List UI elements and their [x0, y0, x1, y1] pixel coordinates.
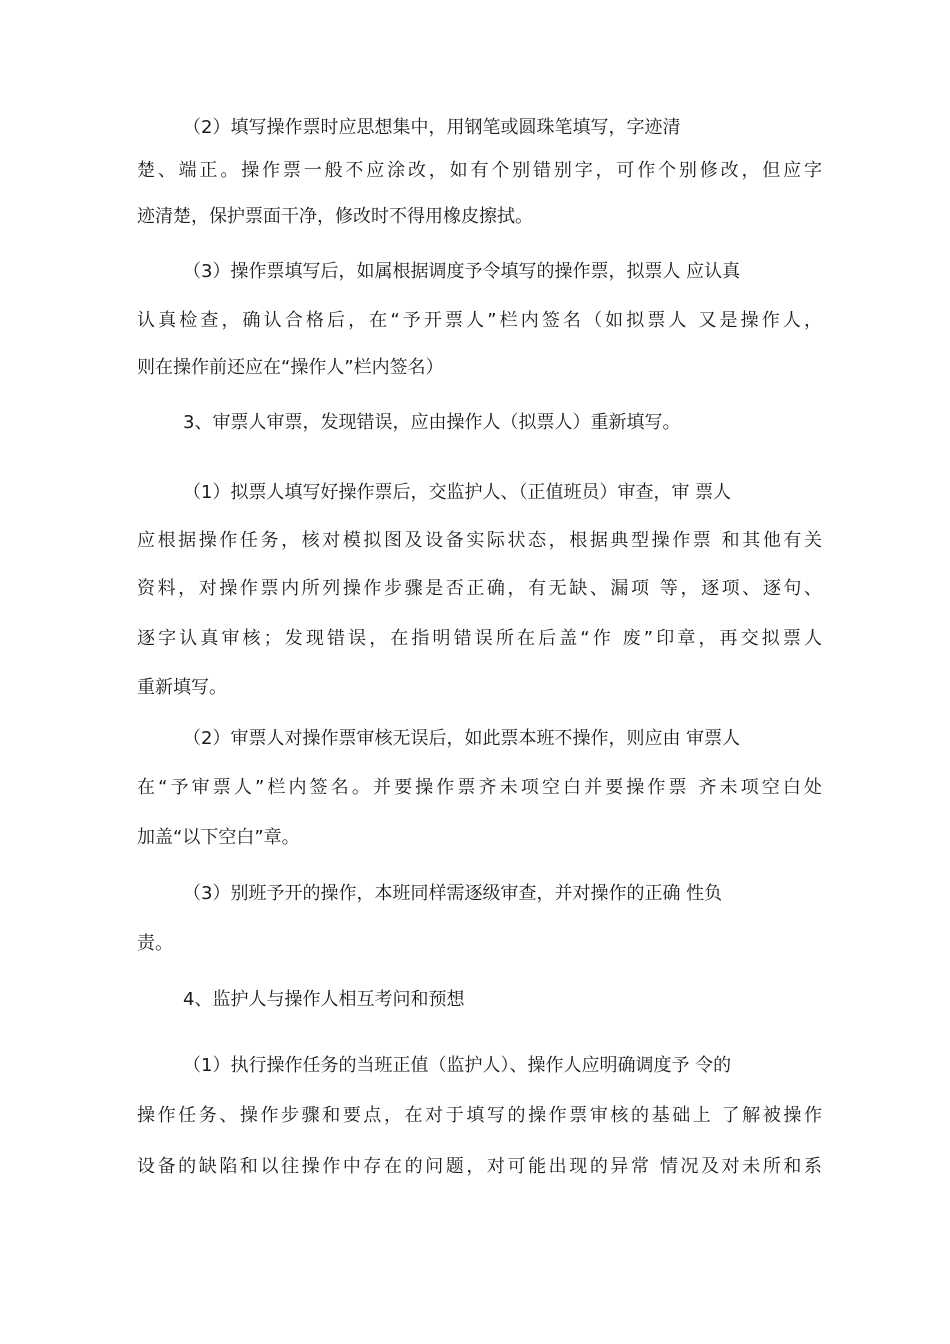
text-line: 重新填写。 — [137, 677, 227, 698]
text-line: （1）执行操作任务的当班正值（监护人）、操作人应明确调度予 令的 — [183, 1055, 732, 1076]
text-line: 加盖“以下空白”章。 — [137, 827, 300, 848]
text-line: 楚、端正。操作票一般不应涂改，如有个别错别字，可作个别修改，但应字 — [137, 160, 822, 181]
text-line: 逐字认真审核；发现错误，在指明错误所在后盖“作 废”印章，再交拟票人 — [137, 628, 822, 649]
text-line: 则在操作前还应在“操作人”栏内签名） — [137, 357, 444, 378]
text-line: 在“予审票人”栏内签名。并要操作票齐未项空白并要操作票 齐未项空白处 — [137, 777, 822, 798]
text-line: 认真检查，确认合格后，在“予开票人”栏内签名（如拟票人 又是操作人， — [137, 310, 822, 331]
text-line: 应根据操作任务，核对模拟图及设备实际状态，根据典型操作票 和其他有关 — [137, 530, 822, 551]
text-line: 设备的缺陷和以往操作中存在的问题，对可能出现的异常 情况及对未所和系 — [137, 1156, 822, 1177]
text-line: （2）填写操作票时应思想集中，用钢笔或圆珠笔填写，字迹清 — [183, 117, 681, 138]
text-line: （3）别班予开的操作，本班同样需逐级审查，并对操作的正确 性负 — [183, 883, 723, 904]
text-line: 操作任务、操作步骤和要点，在对于填写的操作票审核的基础上 了解被操作 — [137, 1105, 822, 1126]
text-line: 责。 — [137, 933, 173, 954]
section-heading: 3、审票人审票，发现错误，应由操作人（拟票人）重新填写。 — [183, 412, 681, 433]
text-line: 资料，对操作票内所列操作步骤是否正确，有无缺、漏项 等，逐项、逐句、 — [137, 578, 822, 599]
text-line: （3）操作票填写后，如属根据调度予令填写的操作票，拟票人 应认真 — [183, 261, 741, 282]
text-line: （2）审票人对操作票审核无误后，如此票本班不操作，则应由 审票人 — [183, 728, 741, 749]
section-heading: 4、监护人与操作人相互考问和预想 — [183, 989, 465, 1010]
text-line: （1）拟票人填写好操作票后，交监护人、（正值班员）审查，审 票人 — [183, 482, 732, 503]
text-line: 迹清楚，保护票面干净，修改时不得用橡皮擦拭。 — [137, 206, 533, 227]
